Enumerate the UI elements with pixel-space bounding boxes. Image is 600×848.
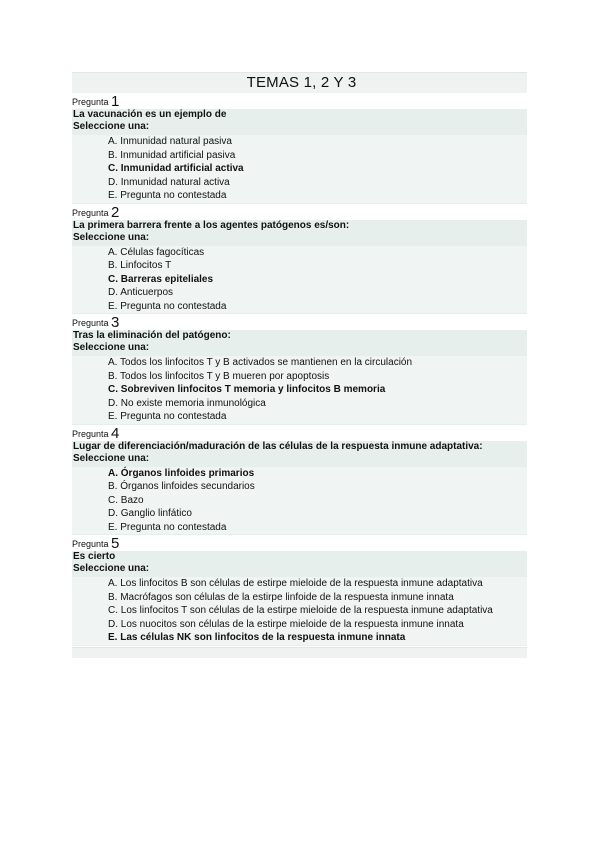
answer-option-correct[interactable]: C. Barreras epiteliales <box>72 273 527 287</box>
question-block <box>72 551 527 646</box>
footer-bar <box>72 647 527 658</box>
answer-option[interactable]: A. Los linfocitos B son células de estirpe mieloide de la respuesta inmune adaptativa <box>72 577 527 591</box>
answer-option[interactable]: C. Los linfocitos T son células de la estirpe mieloide de la respuesta inmune adaptativa <box>72 604 527 618</box>
question-text: La primera barrera frente a los agentes patógenos es/son: <box>73 219 350 231</box>
question-number: 5 <box>111 535 120 552</box>
question-label: Pregunta <box>72 97 109 107</box>
question-block <box>72 109 527 204</box>
select-one-label: Seleccione una: <box>73 563 150 574</box>
answer-option[interactable]: A. Inmunidad natural pasiva <box>72 135 527 149</box>
question-header <box>72 535 527 551</box>
question-block <box>72 441 527 536</box>
answer-option-correct[interactable]: C. Sobreviven linfocitos T memoria y linfocitos B memoria <box>72 383 527 397</box>
select-one-label: Seleccione una: <box>73 121 150 132</box>
answer-options <box>72 356 527 424</box>
question-header <box>72 93 527 109</box>
answer-options <box>72 577 527 645</box>
page-title: TEMAS 1, 2 Y 3 <box>246 74 357 91</box>
answer-option[interactable]: B. Macrófagos son células de la estirpe linfoide de la respuesta inmune innata <box>72 591 527 605</box>
question-label: Pregunta <box>72 428 109 439</box>
question-list <box>72 93 527 646</box>
answer-option[interactable]: E. Pregunta no contestada <box>72 189 527 203</box>
answer-option[interactable]: B. Todos los linfocitos T y B mueren por apoptosis <box>72 370 527 384</box>
answer-option[interactable]: E. Pregunta no contestada <box>72 300 527 314</box>
question-block <box>72 220 527 315</box>
question-text: Es cierto <box>73 551 116 562</box>
answer-options <box>72 135 527 203</box>
question-text: Lugar de diferenciación/maduración de las células de la respuesta inmune adaptativa: <box>73 440 483 452</box>
answer-option[interactable]: D. Ganglio linfático <box>72 507 527 521</box>
answer-option[interactable]: B. Inmunidad artificial pasiva <box>72 149 527 163</box>
question-label: Pregunta <box>72 318 109 328</box>
answer-option-correct[interactable]: A. Órganos linfoides primarios <box>72 467 527 481</box>
question-number: 3 <box>111 314 120 331</box>
answer-option[interactable]: D. Inmunidad natural activa <box>72 176 527 190</box>
answer-option[interactable]: B. Órganos linfoides secundarios <box>72 480 527 494</box>
answer-option-correct[interactable]: E. Las células NK son linfocitos de la respuesta inmune innata <box>72 631 527 645</box>
title-bar <box>72 72 527 93</box>
question-number: 2 <box>111 203 120 221</box>
question-label: Pregunta <box>72 539 109 549</box>
question-header <box>72 425 527 441</box>
select-one-label: Seleccione una: <box>73 342 150 353</box>
question-text: Tras la eliminación del patógeno: <box>73 330 231 341</box>
quiz-sheet <box>72 72 527 658</box>
select-one-label: Seleccione una: <box>73 452 150 464</box>
question-label: Pregunta <box>72 207 109 218</box>
answer-option[interactable]: A. Todos los linfocitos T y B activados se mantienen en la circulación <box>72 356 527 370</box>
answer-option[interactable]: D. No existe memoria inmunológica <box>72 397 527 411</box>
question-block <box>72 330 527 425</box>
answer-option[interactable]: D. Los nuocitos son células de la estirpe mieloide de la respuesta inmune innata <box>72 618 527 632</box>
answer-option[interactable]: E. Pregunta no contestada <box>72 521 527 535</box>
answer-option[interactable]: E. Pregunta no contestada <box>72 410 527 424</box>
question-header <box>72 314 527 330</box>
select-one-label: Seleccione una: <box>73 231 150 243</box>
answer-option[interactable]: D. Anticuerpos <box>72 286 527 300</box>
answer-options <box>72 246 527 314</box>
question-number: 4 <box>111 424 120 442</box>
question-text: La vacunación es un ejemplo de <box>73 109 227 120</box>
answer-option[interactable]: C. Bazo <box>72 494 527 508</box>
answer-option-correct[interactable]: C. Inmunidad artificial activa <box>72 162 527 176</box>
answer-options <box>72 467 527 535</box>
answer-option[interactable]: A. Células fagocíticas <box>72 246 527 260</box>
question-number: 1 <box>111 93 120 110</box>
question-header <box>72 204 527 220</box>
answer-option[interactable]: B. Linfocitos T <box>72 259 527 273</box>
